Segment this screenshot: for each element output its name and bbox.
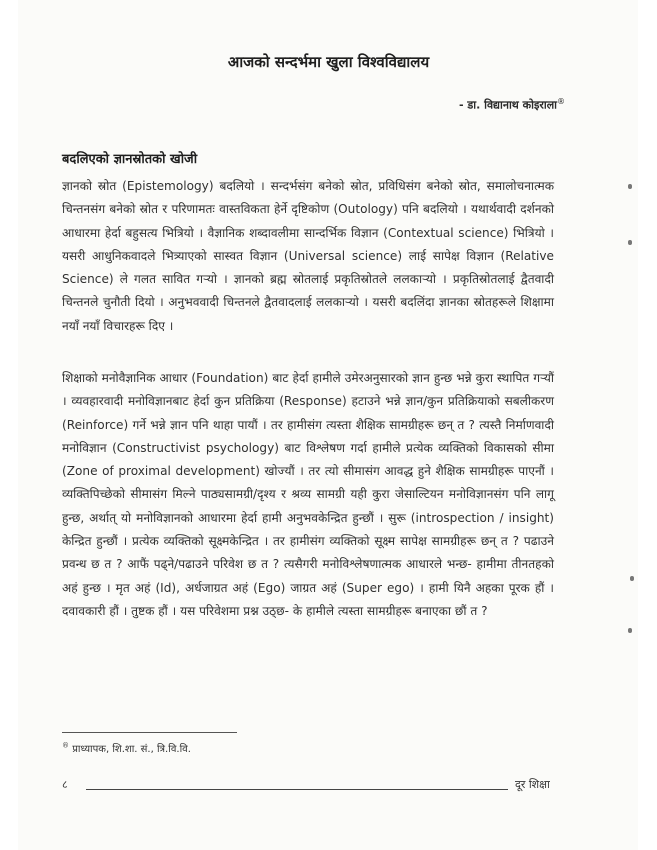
paragraph-2: शिक्षाको मनोवैज्ञानिक आधार (Foundation) बाट हेर्दा हामीले उमेरअनुसारको ज्ञान हुन्छ भन्ने कुरा स्थापित गऱ्यौं । व्यवहारवादी मनोविज्ञानबाट हेर्दा कुन प्रतिक्रिया (Response) हटाउने भन्ने ज्ञान/कुन प्रतिक्रियाको सबलीकरण (Reinforce) गर्ने भन्ने ज्ञान पनि थाहा पायौं । तर हामीसंग त्यस्ता शैक्षिक सामग्रीहरू छन् त ? त्यस्तै निर्माणवादी मनोविज्ञान (Constructivist psychology) बाट विश्लेषण गर्दा हामीले प्रत्येक व्यक्तिको विकासको सीमा (Zone of proximal development) खोज्यौं । तर त्यो सीमासंग आवद्ध हुने शैक्षिक सामग्रीहरू पाएनौं । व्यक्तिपिच्छेको सीमासंग मिल्ने पाठ्यसामग्री/दृश्य र श्रव्य सामग्री यही कुरा जेसाल्टियन मनोविज्ञानसंग पनि लागू हुन्छ, अर्थात् यो मनोविज्ञानको आधारमा हेर्दा हामी अनुभवकेन्द्रित हुन्छौं । सुरू (introspection / insight) केन्द्रित हुन्छौं । प्रत्येक व्यक्तिको सूक्ष्मकेन्द्रित । तर हामीसंग व्यक्तिको सूक्ष्म सापेक्ष सामग्रीहरू छन् त ? पढाउने प्रवन्ध छ त ? आफैं पढ्ने/पढाउने परिवेश छ त ? त्यसैगरी मनोविश्लेषणात्मक आधारले भन्छ- हामीमा तीनतहको अहं हुन्छ । मृत अहं (Id), अर्धजाग्रत अहं (Ego) जाग्रत अहं (Super ego) । हामी यिनै अहका पूरक हौं । दवावकारी हौं । तुष्टक हौं । यस परिवेशमा प्रश्न उठ्छ- के हामीले त्यस्ता सामग्रीहरू बनाएका छौं त ? [62, 371, 554, 618]
paragraph-1: ज्ञानको स्रोत (Epistemology) बदलियो । सन्दर्भसंग बनेको स्रोत, प्रविधिसंग बनेको स्रोत, समालोचनात्मक चिन्तनसंग बनेको स्रोत र परिणामतः वास्तविकता हेर्ने दृष्टिकोण (Outology) पनि बदलियो । यथार्थवादी दर्शनको आधारमा हेर्दा बहुसत्य भित्रियो । वैज्ञानिक शब्दावलीमा सान्दर्भिक विज्ञान (Contextual science) भित्रियो । यसरी आधुनिकवादले भित्र्याएको सास्वत विज्ञान (Universal science) लाई सापेक्ष विज्ञान (Relative Science) ले गलत सावित गऱ्यो । ज्ञानको ब्रह्म स्रोतलाई प्रकृतिस्रोतले ललकाऱ्यो । प्रकृतिस्रोतलाई द्वैतवादी चिन्तनले चुनौती दियो । अनुभववादी चिन्तनले द्वैतवादलाई ललकाऱ्यो । यसरी बदलिंदा ज्ञानका स्रोतहरूले शिक्षामा नयाँ नयाँ विचारहरू दिए । [62, 179, 554, 333]
section-heading: बदलिएको ज्ञानस्रोतको खोजी [62, 152, 198, 167]
journal-name: दूर शिक्षा [515, 778, 550, 791]
footnote [62, 741, 191, 755]
scan-mark [628, 184, 632, 189]
author-name: - डा. विद्यानाथ कोइराला [458, 98, 557, 112]
author-footnote-mark: ® [557, 97, 565, 106]
footer-divider [86, 789, 508, 790]
footnote-text: प्राध्यापक, शि.शा. सं., त्रि.वि.वि. [72, 744, 191, 755]
page-number: ८ [62, 778, 68, 791]
scan-mark [628, 240, 632, 245]
article-title: आजको सन्दर्भमा खुला विश्वविद्यालय [227, 53, 430, 71]
footnote-mark: ® [62, 741, 69, 750]
author-line [459, 97, 565, 113]
scan-mark [628, 628, 632, 633]
scan-mark [630, 576, 634, 581]
footnote-divider [62, 732, 237, 733]
